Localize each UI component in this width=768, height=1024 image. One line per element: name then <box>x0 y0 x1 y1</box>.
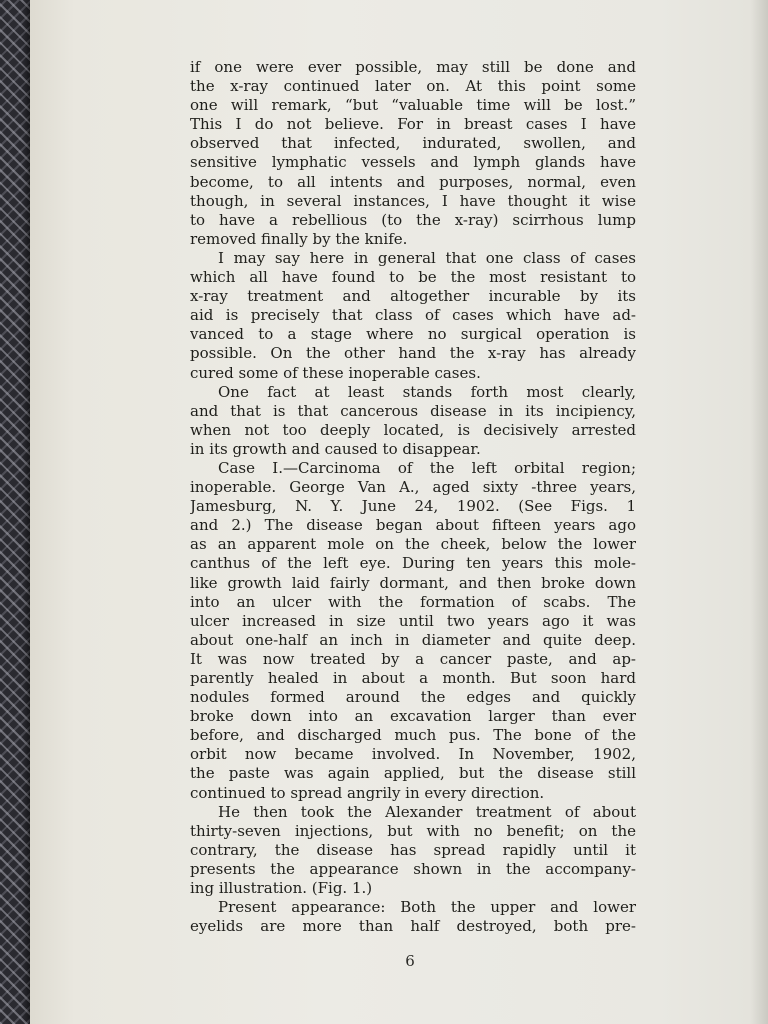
text-line: Case I.—Carcinoma of the left orbital region; <box>218 458 636 477</box>
text-line: Jamesburg, N. Y. June 24, 1902. (See Figs. 1 <box>190 497 636 516</box>
text-line: to have a rebellious (to the x-ray) scirrhous lump <box>190 210 636 229</box>
text-line: the x-ray continued later on. At this point some <box>190 77 636 96</box>
text-line: x-ray treatment and altogether incurable by its <box>190 287 636 306</box>
text-line: possible. On the other hand the x-ray has already <box>190 344 636 363</box>
text-line: This I do not believe. For in breast cases I have <box>190 115 636 134</box>
book-page <box>30 0 768 1024</box>
text-line: removed finally by the knife. <box>190 229 408 248</box>
text-line: about one-half an inch in diameter and quite deep. <box>190 630 636 649</box>
text-line: into an ulcer with the formation of scabs. The <box>190 592 636 611</box>
text-line: if one were ever possible, may still be done and <box>190 58 636 76</box>
paragraph-continuation <box>190 58 636 249</box>
paragraph-alexander-treatment <box>190 803 636 898</box>
text-line: the paste was again applied, but the disease still <box>190 764 636 783</box>
text-line: in its growth and caused to disappear. <box>190 439 481 458</box>
text-line: as an apparent mole on the cheek, below the lower <box>190 535 636 554</box>
text-line: like growth laid fairly dormant, and then broke down <box>190 573 636 592</box>
text-line: Present appearance: Both the upper and lower <box>218 898 636 917</box>
paragraph-present-appearance <box>190 898 636 936</box>
text-line: ing illustration. (Fig. 1.) <box>190 879 373 898</box>
paragraph-one-fact <box>190 383 636 459</box>
text-line: observed that infected, indurated, swollen, and <box>190 134 636 153</box>
text-line: and 2.) The disease began about fifteen years ago <box>190 516 636 535</box>
text-line: though, in several instances, I have thought it wise <box>190 191 636 210</box>
text-line: one will remark, “but “valuable time will be lost.” <box>190 96 636 115</box>
text-line: nodules formed around the edges and quickly <box>190 688 636 707</box>
text-line: It was now treated by a cancer paste, and ap- <box>190 649 636 668</box>
text-line: One fact at least stands forth most clearly, <box>218 382 636 401</box>
text-line: sensitive lymphatic vessels and lymph glands have <box>190 153 636 172</box>
text-line: canthus of the left eye. During ten years this mole- <box>190 554 636 573</box>
page-number: 6 <box>405 952 415 970</box>
text-line: orbit now became involved. In November, 1902, <box>190 745 636 764</box>
text-line: parently healed in about a month. But soon hard <box>190 669 636 687</box>
text-line: continued to spread angrily in every direction. <box>190 783 545 802</box>
text-line: inoperable. George Van A., aged sixty -three years, <box>190 478 636 497</box>
body-text <box>190 58 636 936</box>
text-line: presents the appearance shown in the accompany- <box>190 859 636 878</box>
text-line: become, to all intents and purposes, normal, even <box>190 172 636 191</box>
text-line: and that is that cancerous disease in its incipiency, <box>190 401 636 420</box>
text-line: ulcer increased in size until two years ago it was <box>190 611 636 630</box>
text-line: eyelids are more than half destroyed, both pre- <box>190 917 636 936</box>
text-line: cured some of these inoperable cases. <box>190 363 481 382</box>
text-line: He then took the Alexander treatment of about <box>218 802 636 821</box>
text-line: which all have found to be the most resistant to <box>190 268 636 287</box>
text-line: broke down into an excavation larger than ever <box>190 707 636 726</box>
text-line: before, and discharged much pus. The bone of the <box>190 726 636 745</box>
text-line: aid is precisely that class of cases which have ad- <box>190 306 636 325</box>
text-line: when not too deeply located, is decisively arrested <box>190 420 636 439</box>
text-line: contrary, the disease has spread rapidly until it <box>190 840 636 859</box>
paragraph-case-one <box>190 459 636 803</box>
text-line: thirty-seven injections, but with no benefit; on the <box>190 821 636 840</box>
text-line: I may say here in general that one class of cases <box>218 248 636 267</box>
paragraph-inoperable-cases <box>190 249 636 383</box>
text-line: vanced to a stage where no surgical operation is <box>190 325 636 344</box>
